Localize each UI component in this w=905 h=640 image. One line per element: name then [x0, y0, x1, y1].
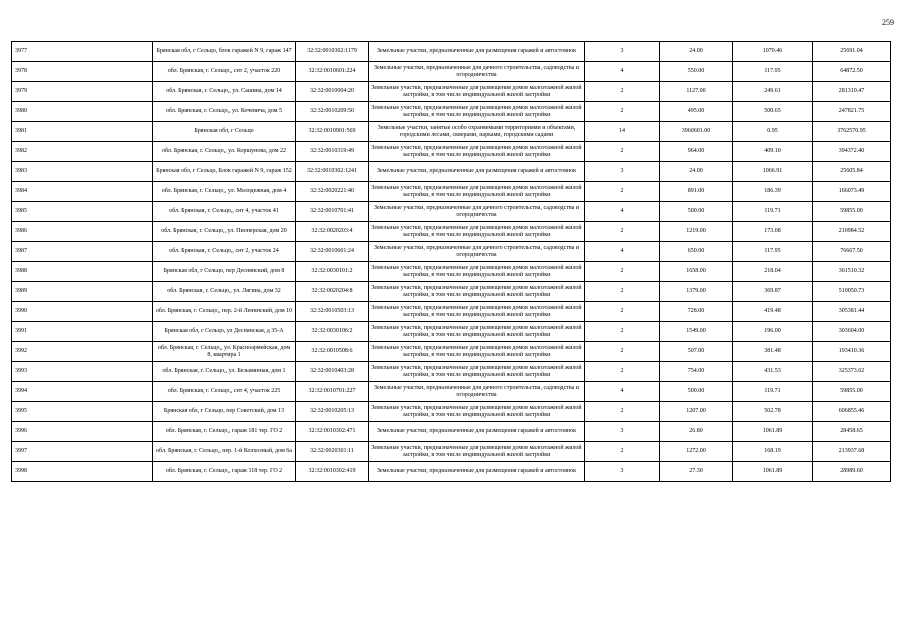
cadastral-value-cell: 606855.46 — [813, 402, 891, 422]
address-cell: Брянская обл, г Сельцо, ул Деснянская, д 35-А — [153, 322, 296, 342]
area-cell: 1219.00 — [660, 222, 733, 242]
land-use-cell: Земельные участки, предназначенные для дачного строительства, садоводства и огородничества — [369, 62, 585, 82]
table-row — [12, 302, 891, 322]
specific-value-cell: 369.87 — [733, 282, 813, 302]
specific-value-cell: 381.48 — [733, 342, 813, 362]
cadastral-number-cell: 32:32:0010503:13 — [296, 302, 369, 322]
cadastral-value-cell: 510050.73 — [813, 282, 891, 302]
use-group-code-cell: 4 — [585, 382, 660, 402]
land-use-cell: Земельные участки, предназначенные для дачного строительства, садоводства и огородничества — [369, 382, 585, 402]
use-group-code-cell: 4 — [585, 202, 660, 222]
row-number-cell: 3987 — [12, 242, 153, 262]
address-cell: обл. Брянская, г. Сельцо,, гараж 181 тер. ГО 2 — [153, 422, 296, 442]
area-cell: 550.00 — [660, 62, 733, 82]
row-number-cell: 3986 — [12, 222, 153, 242]
area-cell: 507.00 — [660, 342, 733, 362]
land-use-cell: Земельные участки, предназначенные для размещения гаражей и автостоянок — [369, 422, 585, 442]
row-number-cell: 3978 — [12, 62, 153, 82]
land-use-cell: Земельные участки, предназначенные для размещения гаражей и автостоянок — [369, 462, 585, 482]
specific-value-cell: 119.71 — [733, 202, 813, 222]
table-row — [12, 122, 891, 142]
cadastral-number-cell: 32:32:0010205:13 — [296, 402, 369, 422]
address-cell: обл. Брянская, г. Сельцо,, пер. 2-й Ленинский, дом 10 — [153, 302, 296, 322]
cadastral-value-cell: 166073.49 — [813, 182, 891, 202]
row-number-cell: 3997 — [12, 442, 153, 462]
area-cell: 500.00 — [660, 382, 733, 402]
use-group-code-cell: 3 — [585, 462, 660, 482]
cadastral-value-cell: 59855.00 — [813, 382, 891, 402]
specific-value-cell: 168.19 — [733, 442, 813, 462]
address-cell: обл. Брянская, г. Сельцо,, гараж 118 тер. ГО 2 — [153, 462, 296, 482]
page-number: 259 — [882, 18, 894, 27]
use-group-code-cell: 14 — [585, 122, 660, 142]
row-number-cell: 3996 — [12, 422, 153, 442]
table-row — [12, 142, 891, 162]
cadastral-value-cell: 213937.68 — [813, 442, 891, 462]
row-number-cell: 3998 — [12, 462, 153, 482]
table-row — [12, 282, 891, 302]
cadastral-value-cell: 394372.40 — [813, 142, 891, 162]
cadastral-value-cell: 193410.36 — [813, 342, 891, 362]
row-number-cell: 3991 — [12, 322, 153, 342]
cadastral-value-cell: 361510.32 — [813, 262, 891, 282]
cadastral-value-cell: 59855.00 — [813, 202, 891, 222]
row-number-cell: 3985 — [12, 202, 153, 222]
table-row — [12, 202, 891, 222]
land-use-cell: Земельные участки, предназначенные для размещения домов малоэтажной жилой застройки, в том числе индивидуальной жилой застройки — [369, 182, 585, 202]
cadastral-number-cell: 32:32:0010601:24 — [296, 242, 369, 262]
land-use-cell: Земельные участки, предназначенные для размещения домов малоэтажной жилой застройки, в том числе индивидуальной жилой застройки — [369, 302, 585, 322]
cadastral-number-cell: 32:32:0010302:1241 — [296, 162, 369, 182]
specific-value-cell: 119.71 — [733, 382, 813, 402]
use-group-code-cell: 2 — [585, 102, 660, 122]
address-cell: обл. Брянская, г. Сельцо,, ул. Лягина, дом 32 — [153, 282, 296, 302]
area-cell: 1272.00 — [660, 442, 733, 462]
address-cell: обл. Брянская, г. Сельцо,, ул. Пионерская, дом 20 — [153, 222, 296, 242]
row-number-cell: 3988 — [12, 262, 153, 282]
area-cell: 3960601.00 — [660, 122, 733, 142]
land-use-cell: Земельные участки, предназначенные для размещения домов малоэтажной жилой застройки, в том числе индивидуальной жилой застройки — [369, 442, 585, 462]
land-use-cell: Земельные участки, предназначенные для размещения домов малоэтажной жилой застройки, в том числе индивидуальной жилой застройки — [369, 222, 585, 242]
use-group-code-cell: 3 — [585, 42, 660, 62]
table-row — [12, 42, 891, 62]
cadastral-value-table — [11, 41, 891, 482]
specific-value-cell: 186.39 — [733, 182, 813, 202]
use-group-code-cell: 2 — [585, 182, 660, 202]
use-group-code-cell: 2 — [585, 362, 660, 382]
use-group-code-cell: 3 — [585, 162, 660, 182]
cadastral-value-cell: 303604.00 — [813, 322, 891, 342]
cadastral-value-cell: 305381.44 — [813, 302, 891, 322]
row-number-cell: 3977 — [12, 42, 153, 62]
address-cell: обл. Брянская, г. Сельцо,, снт 4, участок 225 — [153, 382, 296, 402]
use-group-code-cell: 2 — [585, 222, 660, 242]
table-body — [12, 42, 891, 482]
area-cell: 1207.00 — [660, 402, 733, 422]
cadastral-number-cell: 32:32:0010701:227 — [296, 382, 369, 402]
table-row — [12, 182, 891, 202]
table-row — [12, 82, 891, 102]
row-number-cell: 3989 — [12, 282, 153, 302]
specific-value-cell: 117.95 — [733, 62, 813, 82]
cadastral-value-cell: 325373.62 — [813, 362, 891, 382]
cadastral-value-cell: 28458.65 — [813, 422, 891, 442]
land-use-cell: Земельные участки, предназначенные для размещения домов малоэтажной жилой застройки, в том числе индивидуальной жилой застройки — [369, 282, 585, 302]
address-cell: обл. Брянская, г. Сельцо,, ул. Безымянная, дом 1 — [153, 362, 296, 382]
area-cell: 754.00 — [660, 362, 733, 382]
row-number-cell: 3983 — [12, 162, 153, 182]
specific-value-cell: 1061.89 — [733, 422, 813, 442]
use-group-code-cell: 2 — [585, 402, 660, 422]
table-row — [12, 322, 891, 342]
cadastral-number-cell: 32:32:0010302:1179 — [296, 42, 369, 62]
specific-value-cell: 500.65 — [733, 102, 813, 122]
use-group-code-cell: 3 — [585, 422, 660, 442]
address-cell: обл. Брянская, г. Сельцо,, ул. Молодежная, дом 4 — [153, 182, 296, 202]
cadastral-value-cell: 25605.84 — [813, 162, 891, 182]
specific-value-cell: 249.61 — [733, 82, 813, 102]
cadastral-number-cell: 32:32:0010004:20 — [296, 82, 369, 102]
table-row — [12, 362, 891, 382]
table-row — [12, 462, 891, 482]
row-number-cell: 3992 — [12, 342, 153, 362]
address-cell: обл. Брянская, г. Сельцо,, снт 2, участок 24 — [153, 242, 296, 262]
address-cell: Брянская обл, г Сельцо — [153, 122, 296, 142]
specific-value-cell: 1070.46 — [733, 42, 813, 62]
area-cell: 24.00 — [660, 162, 733, 182]
table-row — [12, 402, 891, 422]
land-use-cell: Земельные участки, предназначенные для размещения домов малоэтажной жилой застройки, в том числе индивидуальной жилой застройки — [369, 102, 585, 122]
specific-value-cell: 117.95 — [733, 242, 813, 262]
cadastral-value-cell: 281310.47 — [813, 82, 891, 102]
cadastral-value-cell: 3762570.95 — [813, 122, 891, 142]
cadastral-value-cell: 28989.60 — [813, 462, 891, 482]
address-cell: обл. Брянская, г. Сельцо,, снт 2, участок 220 — [153, 62, 296, 82]
land-use-cell: Земельные участки, предназначенные для размещения домов малоэтажной жилой застройки, в том числе индивидуальной жилой застройки — [369, 402, 585, 422]
table-row — [12, 242, 891, 262]
address-cell: Брянская обл, г Сельцо, пер Советский, дом 13 — [153, 402, 296, 422]
area-cell: 1549.00 — [660, 322, 733, 342]
table-row — [12, 222, 891, 242]
area-cell: 650.00 — [660, 242, 733, 262]
use-group-code-cell: 4 — [585, 242, 660, 262]
area-cell: 495.00 — [660, 102, 733, 122]
land-use-cell: Земельные участки, предназначенные для размещения гаражей и автостоянок — [369, 162, 585, 182]
table-row — [12, 422, 891, 442]
cadastral-number-cell: 32:32:0030106:2 — [296, 322, 369, 342]
cadastral-number-cell: 32:32:0030101:2 — [296, 262, 369, 282]
cadastral-number-cell: 32:32:0020204:8 — [296, 282, 369, 302]
area-cell: 1379.00 — [660, 282, 733, 302]
specific-value-cell: 218.04 — [733, 262, 813, 282]
table-row — [12, 382, 891, 402]
address-cell: обл. Брянская, г. Сельцо,, ул. Красноармейская, дом 8, квартира 1 — [153, 342, 296, 362]
cadastral-number-cell: 32:32:0010601:224 — [296, 62, 369, 82]
specific-value-cell: 173.08 — [733, 222, 813, 242]
address-cell: обл. Брянская, г. Сельцо,, ул. Коршунова, дом 22 — [153, 142, 296, 162]
cadastral-number-cell: 32:32:0010508:6 — [296, 342, 369, 362]
address-cell: Брянская обл, г Сельцо, блок гаражей N 9, гараж 147 — [153, 42, 296, 62]
land-use-cell: Земельные участки, предназначенные для дачного строительства, садоводства и огородничества — [369, 202, 585, 222]
table-row — [12, 102, 891, 122]
specific-value-cell: 196.00 — [733, 322, 813, 342]
area-cell: 728.00 — [660, 302, 733, 322]
table-row — [12, 162, 891, 182]
cadastral-value-cell: 25691.04 — [813, 42, 891, 62]
specific-value-cell: 1066.91 — [733, 162, 813, 182]
cadastral-value-cell: 76667.50 — [813, 242, 891, 262]
address-cell: обл. Брянская, г. Сельцо,, пер. 1-й Колхозный, дом 6а — [153, 442, 296, 462]
table-row — [12, 342, 891, 362]
row-number-cell: 3982 — [12, 142, 153, 162]
cadastral-number-cell: 32:32:0010302:419 — [296, 462, 369, 482]
specific-value-cell: 0.95 — [733, 122, 813, 142]
cadastral-number-cell: 32:32:0020301:11 — [296, 442, 369, 462]
land-use-cell: Земельные участки, предназначенные для размещения домов малоэтажной жилой застройки, в том числе индивидуальной жилой застройки — [369, 82, 585, 102]
specific-value-cell: 1061.89 — [733, 462, 813, 482]
cadastral-value-cell: 210984.52 — [813, 222, 891, 242]
cadastral-number-cell: 32:32:0010701:41 — [296, 202, 369, 222]
land-use-cell: Земельные участки, занятые особо охраняемыми территориями и объектами, городскими лесами, скверами, парками, городскими садами — [369, 122, 585, 142]
specific-value-cell: 502.78 — [733, 402, 813, 422]
row-number-cell: 3990 — [12, 302, 153, 322]
cadastral-number-cell: 32:32:0010209:50 — [296, 102, 369, 122]
use-group-code-cell: 2 — [585, 262, 660, 282]
use-group-code-cell: 2 — [585, 282, 660, 302]
address-cell: обл. Брянская, г. Сельцо,, ул. Кочевича, дом 5 — [153, 102, 296, 122]
use-group-code-cell: 2 — [585, 82, 660, 102]
area-cell: 24.00 — [660, 42, 733, 62]
use-group-code-cell: 4 — [585, 62, 660, 82]
land-use-cell: Земельные участки, предназначенные для размещения домов малоэтажной жилой застройки, в том числе индивидуальной жилой застройки — [369, 322, 585, 342]
address-cell: Брянская обл, г Сельцо, пер Деснянский, дом 8 — [153, 262, 296, 282]
land-use-cell: Земельные участки, предназначенные для размещения домов малоэтажной жилой застройки, в том числе индивидуальной жилой застройки — [369, 342, 585, 362]
row-number-cell: 3984 — [12, 182, 153, 202]
cadastral-value-cell: 247821.75 — [813, 102, 891, 122]
land-use-cell: Земельные участки, предназначенные для размещения домов малоэтажной жилой застройки, в том числе индивидуальной жилой застройки — [369, 142, 585, 162]
specific-value-cell: 409.10 — [733, 142, 813, 162]
area-cell: 964.00 — [660, 142, 733, 162]
land-use-cell: Земельные участки, предназначенные для размещения домов малоэтажной жилой застройки, в том числе индивидуальной жилой застройки — [369, 362, 585, 382]
row-number-cell: 3995 — [12, 402, 153, 422]
specific-value-cell: 431.53 — [733, 362, 813, 382]
cadastral-number-cell: 32:32:0010319:49 — [296, 142, 369, 162]
address-cell: Брянская обл, г Сельцо, Блок гаражей N 9, гараж 152 — [153, 162, 296, 182]
table-row — [12, 62, 891, 82]
land-use-cell: Земельные участки, предназначенные для размещения гаражей и автостоянок — [369, 42, 585, 62]
area-cell: 500.00 — [660, 202, 733, 222]
land-use-cell: Земельные участки, предназначенные для размещения домов малоэтажной жилой застройки, в том числе индивидуальной жилой застройки — [369, 262, 585, 282]
use-group-code-cell: 2 — [585, 322, 660, 342]
area-cell: 27.30 — [660, 462, 733, 482]
row-number-cell: 3993 — [12, 362, 153, 382]
table-row — [12, 262, 891, 282]
cadastral-number-cell: 32:32:0010403:28 — [296, 362, 369, 382]
table-row — [12, 442, 891, 462]
row-number-cell: 3994 — [12, 382, 153, 402]
address-cell: обл. Брянская, г. Сельцо,, снт 4, участок 41 — [153, 202, 296, 222]
cadastral-number-cell: 32:32:0020221:40 — [296, 182, 369, 202]
row-number-cell: 3979 — [12, 82, 153, 102]
use-group-code-cell: 2 — [585, 342, 660, 362]
cadastral-number-cell: 32:32:0010901:569 — [296, 122, 369, 142]
specific-value-cell: 419.48 — [733, 302, 813, 322]
address-cell: обл. Брянская, г. Сельцо,, ул. Сашина, дом 14 — [153, 82, 296, 102]
cadastral-number-cell: 32:32:0020203:4 — [296, 222, 369, 242]
land-use-cell: Земельные участки, предназначенные для дачного строительства, садоводства и огородничества — [369, 242, 585, 262]
area-cell: 26.80 — [660, 422, 733, 442]
use-group-code-cell: 2 — [585, 142, 660, 162]
area-cell: 891.00 — [660, 182, 733, 202]
row-number-cell: 3981 — [12, 122, 153, 142]
area-cell: 1127.00 — [660, 82, 733, 102]
row-number-cell: 3980 — [12, 102, 153, 122]
area-cell: 1658.00 — [660, 262, 733, 282]
use-group-code-cell: 2 — [585, 302, 660, 322]
cadastral-value-cell: 64872.50 — [813, 62, 891, 82]
use-group-code-cell: 2 — [585, 442, 660, 462]
cadastral-number-cell: 32:32:0010302:471 — [296, 422, 369, 442]
